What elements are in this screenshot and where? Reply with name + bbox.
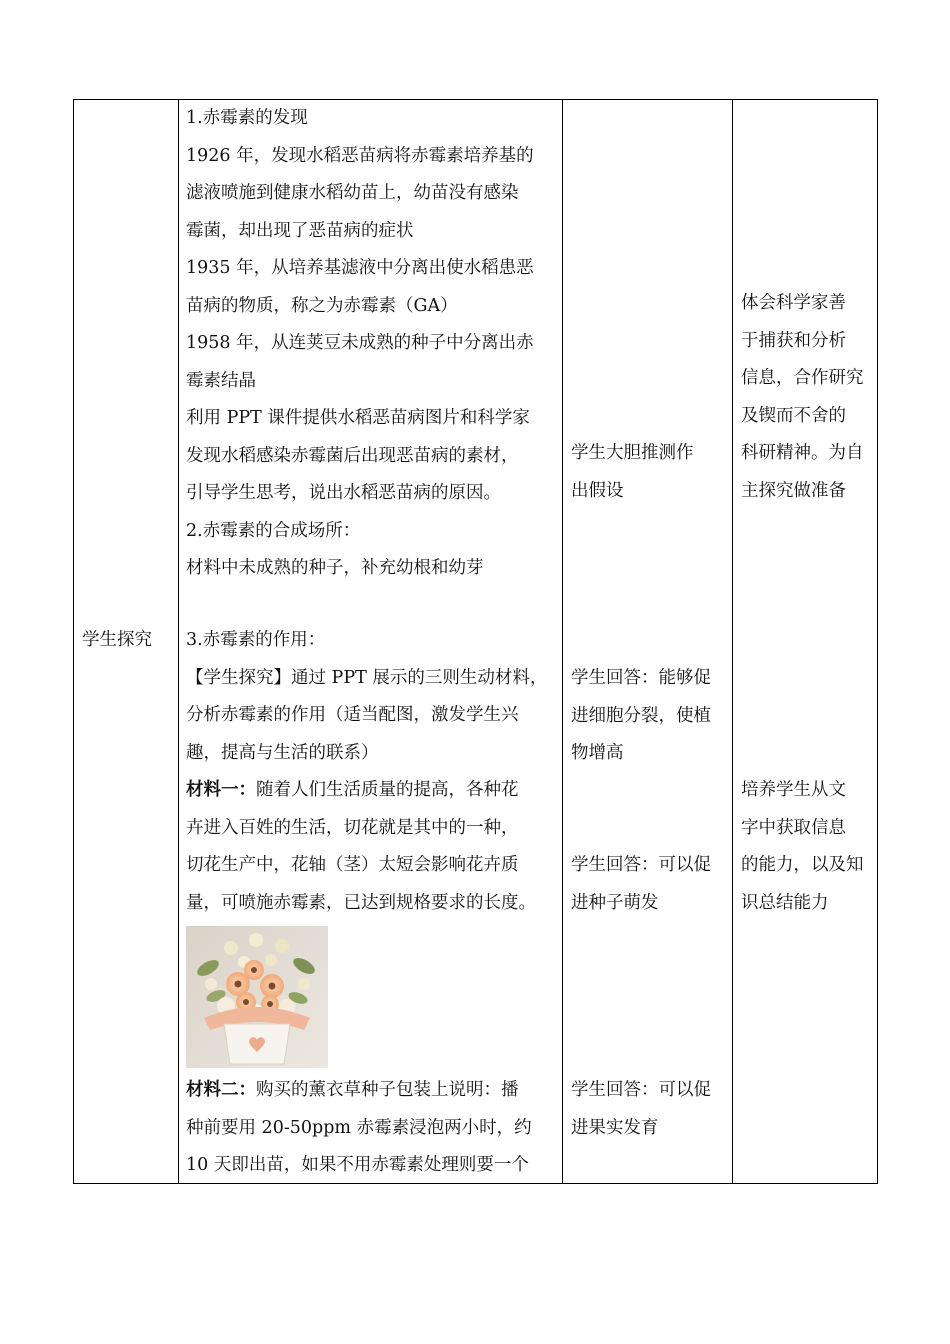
intent-line: 字中获取信息 [741,817,846,838]
content-line: 霉素结晶 [186,370,256,391]
student-activity-4 [571,1072,711,1147]
cut-flower-photo [186,926,328,1068]
content-line: 滤液喷施到健康水稻幼苗上，幼苗没有感染 [186,183,519,203]
content-line: 霉菌，却出现了恶苗病的症状 [186,220,414,241]
activity-line: 物增高 [571,743,624,763]
material-two-line [186,1072,532,1110]
student-activity-3 [571,847,711,922]
intent-line: 主探究做准备 [741,480,846,501]
activity-line: 学生回答：能够促 [571,668,711,688]
content-block-discovery [186,100,534,588]
content-block-material-two [186,1072,532,1185]
intent-line: 的能力，以及知 [741,855,864,875]
intent-line: 及锲而不舍的 [741,405,846,426]
content-line: 1935 年，从培养基滤液中分离出使水稻患恶 [186,258,534,278]
lesson-table [73,99,878,1184]
intent-line: 于捕获和分析 [741,330,846,351]
activity-line: 进细胞分裂，使植 [571,705,711,726]
content-line: 3.赤霉素的作用： [186,630,326,650]
activity-line: 进种子萌发 [571,892,659,913]
student-activity-2 [571,660,711,773]
stage-label-text: 学生探究 [82,630,152,650]
activity-line: 进果实发育 [571,1117,659,1138]
stage-label [82,622,152,660]
column-divider [732,100,733,1183]
activity-line: 学生大胆推测作 [571,443,694,463]
content-line: 趣，提高与生活的联系） [186,742,379,763]
content-line: 1958 年，从连荚豆未成熟的种子中分离出赤 [186,333,534,353]
material-two-text: 购买的薰衣草种子包装上说明：播 [256,1080,519,1100]
content-line: 1926 年，发现水稻恶苗病将赤霉素培养基的 [186,145,534,166]
intent-line: 信息，合作研究 [741,368,864,388]
intent-line: 科研精神。为自 [741,443,864,463]
intent-line: 培养学生从文 [741,780,846,800]
content-line: 卉进入百姓的生活，切花就是其中的一种， [186,817,519,838]
content-line: 苗病的物质，称之为赤霉素（GA） [186,295,458,316]
content-line: 分析赤霉素的作用（适当配图，激发学生兴 [186,705,519,725]
design-intent-1 [741,285,864,510]
activity-line: 学生回答：可以促 [571,1080,711,1100]
design-intent-2 [741,772,864,922]
content-line: 发现水稻感染赤霉菌后出现恶苗病的素材， [186,445,519,466]
content-line: 2.赤霉素的合成场所： [186,520,361,541]
activity-line: 学生回答：可以促 [571,855,711,875]
material-two-label: 材料二： [186,1080,256,1100]
column-divider [562,100,563,1183]
content-line: 切花生产中，花轴（茎）太短会影响花卉质 [186,855,519,875]
content-line: 10 天即出苗，如果不用赤霉素处理则要一个 [186,1155,529,1175]
content-line: 量，可喷施赤霉素，已达到规格要求的长度。 [186,892,536,913]
column-divider [178,100,179,1183]
content-line: 1.赤霉素的发现 [186,108,308,128]
material-one-line [186,772,547,810]
content-block-function [186,622,547,922]
material-one-label: 材料一： [186,780,256,800]
content-line: 种前要用 20-50ppm 赤霉素浸泡两小时，约 [186,1117,532,1138]
content-line: 利用 PPT 课件提供水稻恶苗病图片和科学家 [186,408,530,428]
content-line: 材料中未成熟的种子，补充幼根和幼芽 [186,558,484,578]
student-activity-1 [571,435,694,510]
intent-line: 体会科学家善 [741,293,846,313]
content-line: 【学生探究】通过 PPT 展示的三则生动材料， [186,667,548,688]
material-one-text: 随着人们生活质量的提高，各种花 [256,780,519,800]
activity-line: 出假设 [571,480,624,501]
intent-line: 识总结能力 [741,892,829,913]
content-line: 引导学生思考，说出水稻恶苗病的原因。 [186,483,501,503]
